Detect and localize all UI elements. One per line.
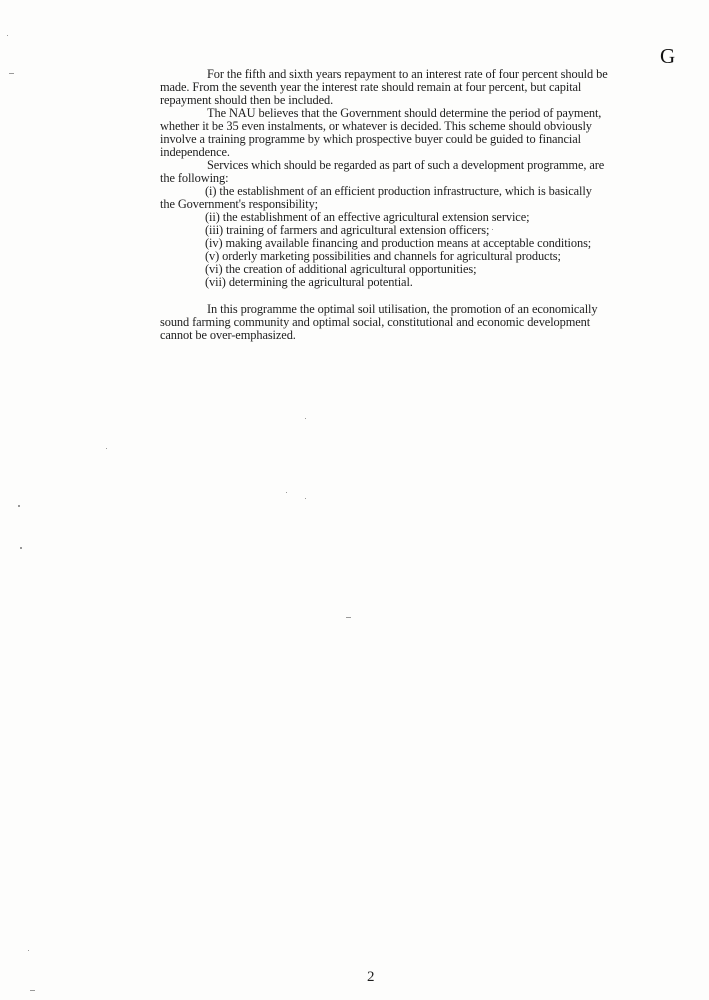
scan-speck — [9, 73, 14, 74]
scan-speck — [492, 229, 493, 230]
scan-speck — [30, 990, 35, 991]
scan-speck — [20, 547, 22, 549]
text-line: involve a training programme by which prospective buyer could be guided to financial — [160, 132, 582, 146]
list-item: (vi) the creation of additional agricultural opportunities; — [205, 262, 477, 276]
services-list — [160, 185, 680, 289]
text-line: cannot be over-emphasized. — [160, 328, 296, 342]
list-item: (ii) the establishment of an effective agricultural extension service; — [205, 210, 530, 224]
scan-speck — [18, 505, 20, 507]
text-line: whether it be 35 even instalments, or whatever is decided. This scheme should obviously — [160, 119, 592, 133]
text-line: In this programme the optimal soil utilisation, the promotion of an economically — [207, 302, 598, 316]
corner-letter: G — [660, 44, 676, 68]
text-line: independence. — [160, 145, 230, 159]
scan-speck — [286, 492, 287, 493]
text-line: made. From the seventh year the interest rate should remain at four percent, but capital — [160, 80, 582, 94]
list-item: (i) the establishment of an efficient production infrastructure, which is basically — [205, 184, 592, 198]
text-line: repayment should then be included. — [160, 93, 334, 107]
paragraph-conclusion — [160, 303, 680, 342]
text-line: The NAU believes that the Government should determine the period of payment, — [207, 106, 602, 120]
paragraph-services — [160, 159, 680, 185]
paragraph-interest-rate — [160, 68, 680, 107]
list-item: (iii) training of farmers and agricultural extension officers; — [205, 223, 490, 237]
text-line: For the fifth and sixth years repayment to an interest rate of four percent should be — [207, 67, 608, 81]
text-line: the following: — [160, 171, 229, 185]
list-item-continuation: the Government's responsibility; — [160, 197, 319, 211]
paragraph-gap — [160, 289, 680, 303]
list-item: (vii) determining the agricultural potential. — [205, 275, 413, 289]
text-line: sound farming community and optimal social, constitutional and economic development — [160, 315, 591, 329]
body-text — [160, 68, 680, 342]
scan-speck — [305, 418, 306, 419]
text-line: Services which should be regarded as part of such a development programme, are — [207, 158, 605, 172]
page-number: 2 — [367, 969, 375, 985]
list-item: (v) orderly marketing possibilities and channels for agricultural products; — [205, 249, 561, 263]
scan-speck — [106, 448, 107, 449]
scan-speck — [305, 498, 306, 499]
scan-speck — [346, 617, 351, 618]
scan-speck — [7, 35, 8, 36]
list-item: (iv) making available financing and production means at acceptable conditions; — [205, 236, 592, 250]
scan-speck — [28, 950, 29, 951]
paragraph-nau-payment — [160, 107, 680, 159]
